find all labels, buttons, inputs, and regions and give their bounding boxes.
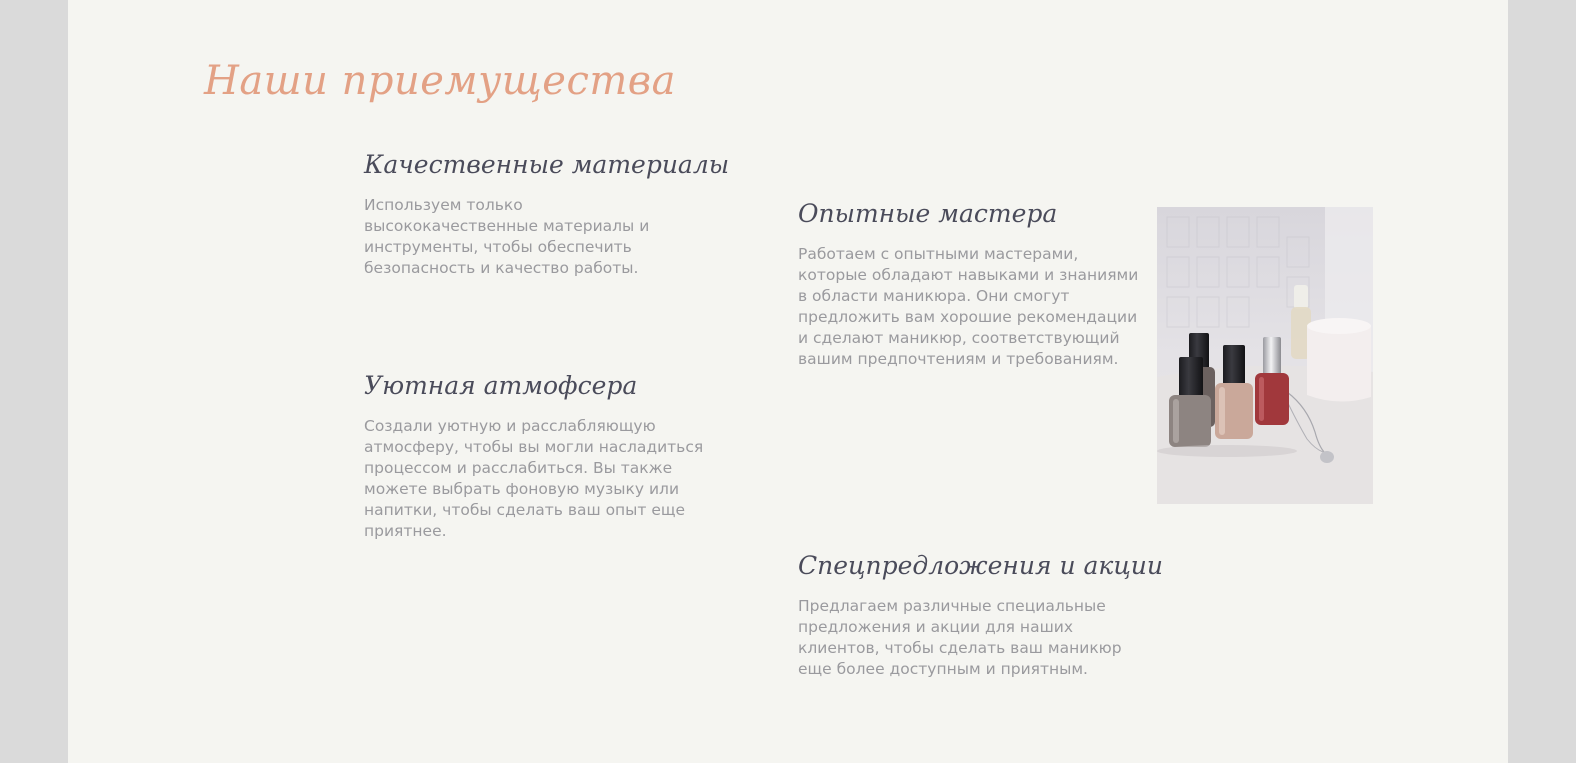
feature-title: Опытные мастера [798,199,1058,228]
feature-text: Предлагаем различные специальные предложения и акции для наших клиентов, чтобы сделать ваш маникюр еще более доступным и приятным. [798,597,1122,678]
feature-title: Уютная атмофсера [364,371,638,400]
feature-title: Качественные материалы [364,150,730,179]
advantages-section [68,0,1508,763]
feature-text: Работаем с опытными мастерами, которые обладают навыками и знаниями в области маникюра. Они смогут предложить вам хорошие рекомендации и сделают маникюр, соответствующий вашим предпочтениям и требованиям. [798,245,1139,368]
feature-quality-materials [364,150,730,279]
feature-experienced-masters [798,199,1148,370]
feature-text: Создали уютную и расслабляющую атмосферу, чтобы вы могли насладиться процессом и расслабиться. Вы также можете выбрать фоновую музыку или напитки, чтобы сделать ваш опыт еще приятнее. [364,417,704,540]
feature-text: Используем только высококачественные материалы и инструменты, чтобы обеспечить безопасность и качество работы. [364,196,650,277]
feature-title: Спецпредложения и акции [798,551,1163,580]
feature-cozy-atmosphere [364,371,709,542]
feature-special-offers [798,551,1163,680]
section-title: Наши приемущества [204,58,676,104]
nail-polish-photo [1157,207,1373,504]
